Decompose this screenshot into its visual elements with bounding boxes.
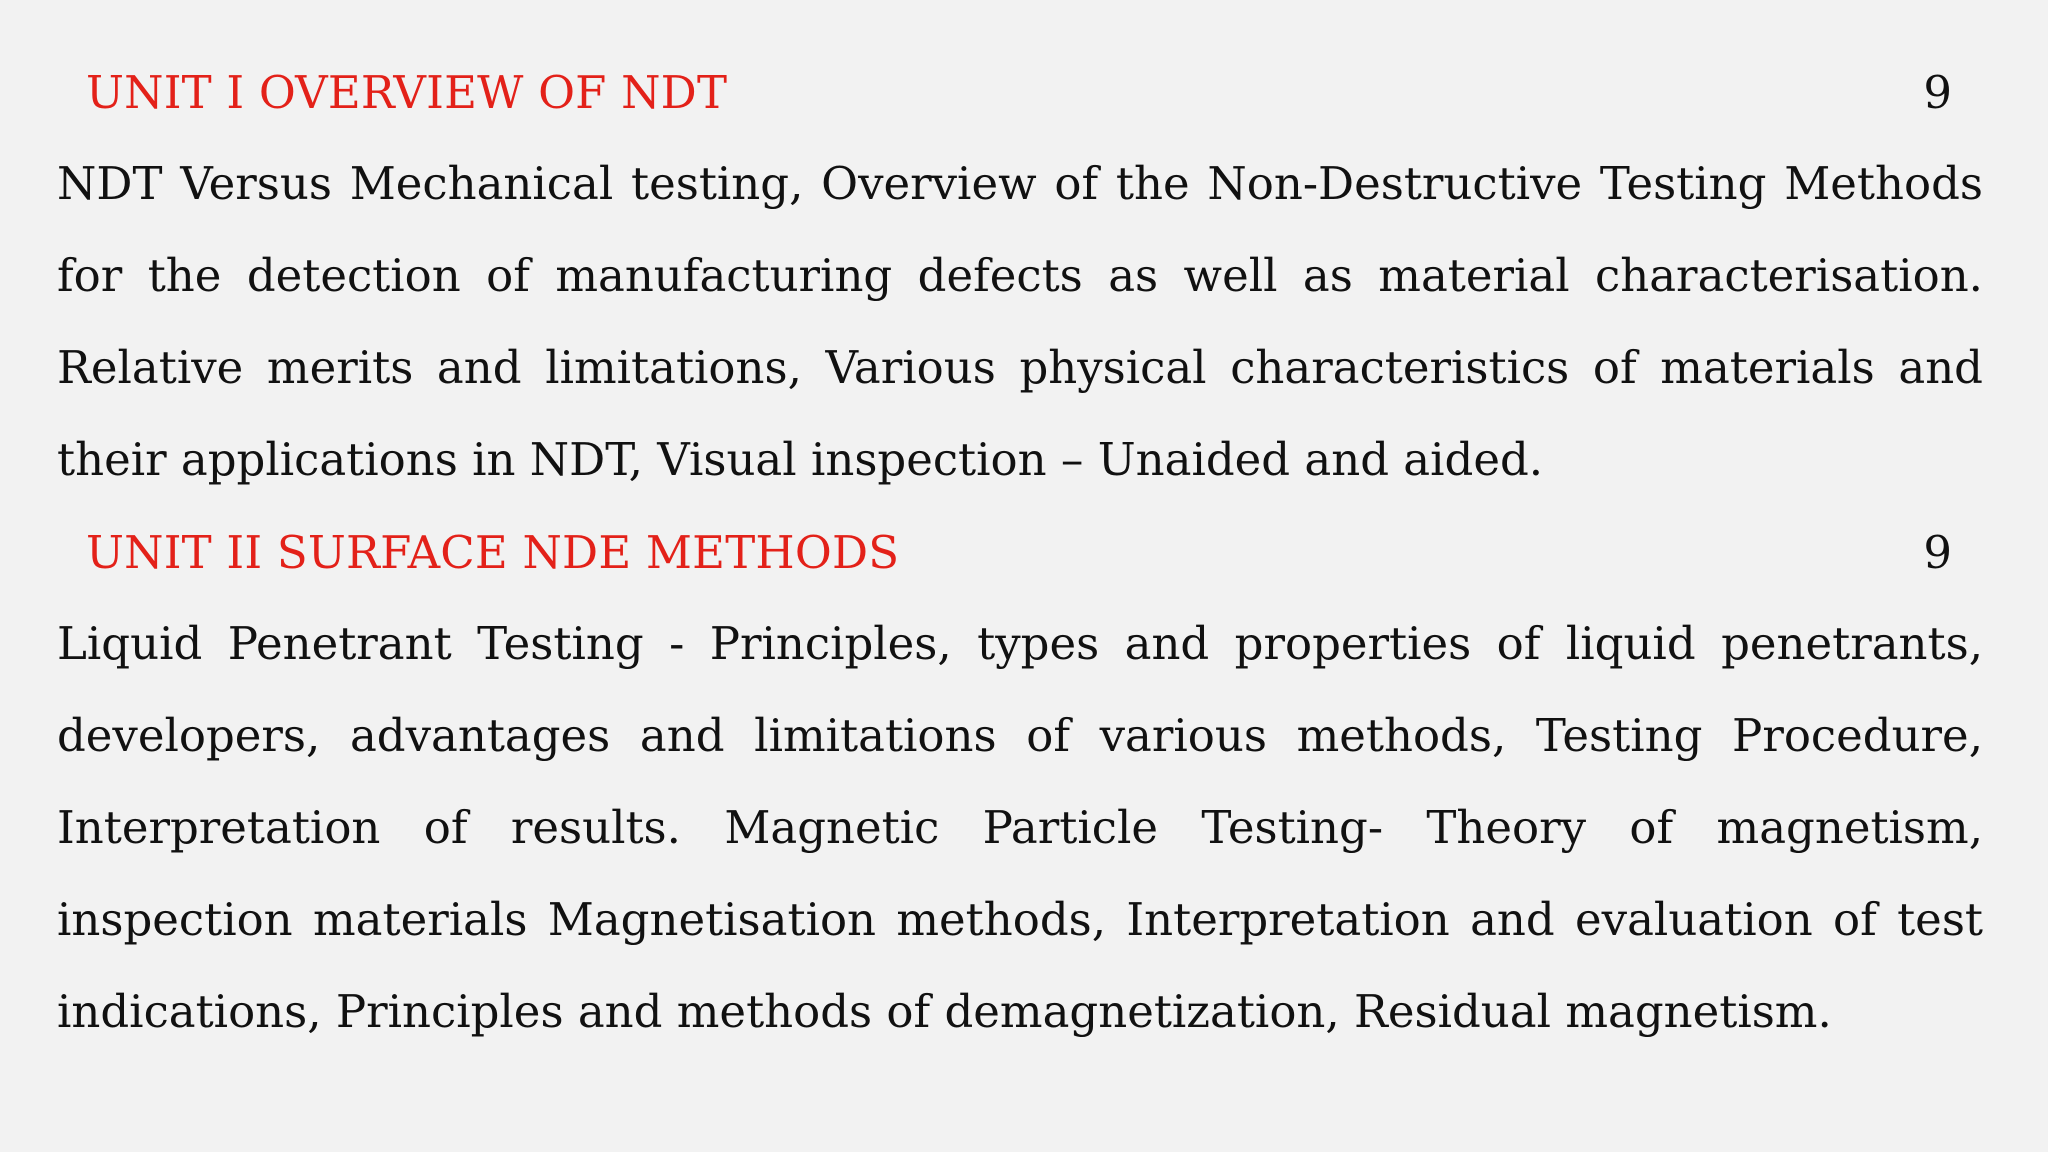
unit-2-title: UNIT II SURFACE NDE METHODS bbox=[86, 525, 900, 579]
unit-2-description: Liquid Penetrant Testing - Principles, types and properties of liquid penetrants, developers, advantages and limitations of various methods, Testing Procedure, Interpretation of results. Magnetic Particle Testing- Theory of magnetism, inspection materials Magnetisation methods, Interpretation and evaluation of test indications, Principles and methods of demagnetization, Residual magnetism. bbox=[57, 617, 1983, 1038]
unit-1-description: NDT Versus Mechanical testing, Overview of the Non-Destructive Testing Methods for the detection of manufacturing defects as well as material characterisation. Relative merits and limitations, Various physical characteristics of materials and their applications in NDT, Visual inspection – Unaided and aided. bbox=[57, 157, 1983, 486]
unit-1-hours: 9 bbox=[1923, 65, 1952, 119]
unit-1-header bbox=[86, 62, 1958, 122]
unit-2-hours: 9 bbox=[1923, 525, 1952, 579]
unit-1-title: UNIT I OVERVIEW OF NDT bbox=[86, 65, 728, 119]
unit-2-header bbox=[86, 522, 1958, 582]
